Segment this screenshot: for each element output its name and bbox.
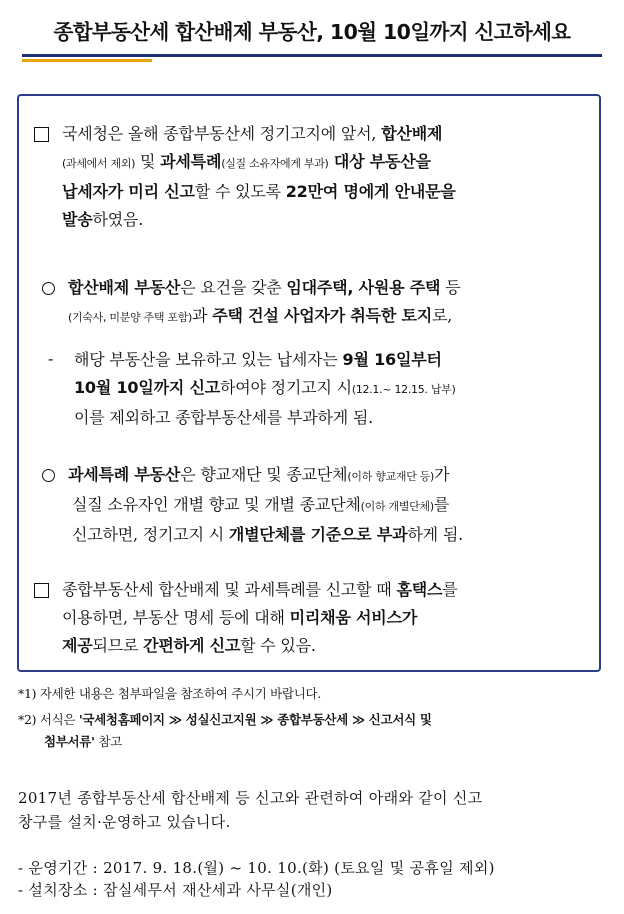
bold-text: 개별단체를 기준으로 부과 [228, 525, 408, 544]
paragraph-4 [68, 461, 463, 549]
text: 해당 부동산을 보유하고 있는 납세자는 [74, 350, 343, 369]
bold-text: 9월 16일부터 [342, 350, 442, 369]
paragraph-5 [62, 576, 457, 660]
text: 참고 [94, 734, 122, 749]
text: 되므로 [92, 636, 144, 655]
bold-text: 미리채움 서비스가 [289, 608, 418, 627]
small-text: (이하 향교재단 등) [347, 470, 435, 483]
footnote-1: *1) 자세한 내용은 첨부파일을 참조하여 주시기 바랍니다. [18, 686, 321, 701]
text: 가 [434, 465, 450, 484]
bold-text: 10월 10일까지 신고 [74, 378, 221, 397]
text: 종합부동산세 합산배제 및 과세특례를 신고할 때 [62, 580, 397, 599]
square-bullet-icon [34, 583, 49, 598]
text: 및 [135, 152, 161, 171]
square-bullet-icon [34, 127, 49, 142]
title-accent-line [22, 59, 152, 62]
bold-text: 과세특례 부동산 [68, 465, 181, 484]
text: 국세청은 올해 종합부동산세 정기고지에 앞서, [62, 124, 382, 143]
bold-text: 납세자가 미리 신고 [62, 182, 195, 201]
text: 하여야 정기고지 시 [220, 378, 352, 397]
footnote-2-cont [44, 731, 122, 753]
small-text: (실질 소유자에게 부과) [221, 157, 329, 170]
bold-text: 임대주택, 사원용 주택 [286, 278, 441, 297]
text: 이를 제외하고 종합부동산세를 부과하게 됨. [74, 408, 374, 427]
paragraph-3 [74, 346, 455, 432]
text: 하게 됨. [407, 525, 463, 544]
page-title: 종합부동산세 합산배제 부동산, 10월 10일까지 신고하세요 [53, 20, 571, 44]
bold-text: '국세청홈페이지 ≫ 성실신고지원 ≫ 종합부동산세 ≫ 신고서식 및 [78, 712, 432, 727]
circle-bullet-icon [42, 469, 55, 482]
paragraph-1 [62, 120, 456, 234]
bold-text: 간편하게 신고 [143, 636, 241, 655]
bold-text: 22만여 명에게 안내문을 [285, 182, 456, 201]
text: 은 요건을 갖춘 [180, 278, 287, 297]
text: 실질 소유자인 개별 향교 및 개별 종교단체 [72, 495, 361, 514]
bold-text: 발송 [62, 210, 93, 229]
title-underline [22, 54, 602, 57]
small-text: (이하 개별단체) [360, 500, 434, 513]
bold-text: 제공 [62, 636, 93, 655]
footnote-2 [18, 709, 432, 731]
circle-bullet-icon [42, 282, 55, 295]
text: 하였음. [92, 210, 144, 229]
text: 은 향교재단 및 종교단체 [180, 465, 348, 484]
operating-period: - 운영기간 : 2017. 9. 18.(월) ~ 10. 10.(화) (토요일 및 공휴일 제외) [18, 859, 495, 877]
bold-text: 첨부서류' [44, 734, 95, 749]
text: 를 [442, 580, 458, 599]
small-text: (기숙사, 미분양 주택 포함) [68, 311, 193, 324]
title-block [22, 18, 602, 66]
small-text: (과세에서 제외) [62, 157, 136, 170]
bold-text: 주택 건설 사업자가 취득한 토지 [212, 306, 432, 325]
text: 과 [192, 306, 213, 325]
small-text: (12.1.~ 12.15. 납부) [351, 383, 456, 396]
text: 할 수 있음. [240, 636, 316, 655]
text: 이용하면, 부동산 명세 등에 대해 [62, 608, 290, 627]
installation-location: - 설치장소 : 잠실세무서 재산세과 사무실(개인) [18, 881, 333, 899]
paragraph-2 [68, 274, 460, 332]
bold-text: 과세특례 [160, 152, 222, 171]
body-line-1: 2017년 종합부동산세 합산배제 등 신고와 관련하여 아래와 같이 신고 [18, 789, 483, 807]
text: 를 [433, 495, 450, 514]
bold-text: 합산배제 [381, 124, 443, 143]
body-line-2: 창구를 설치·운영하고 있습니다. [18, 813, 231, 831]
bold-text: 합산배제 부동산 [68, 278, 181, 297]
text: 신고하면, 정기고지 시 [72, 525, 229, 544]
text: *2) 서식은 [18, 712, 79, 727]
dash-bullet: - [48, 349, 54, 368]
text: 로, [432, 306, 453, 325]
text: 할 수 있도록 [194, 182, 286, 201]
text: 등 [440, 278, 461, 297]
bold-text: 대상 부동산을 [328, 152, 431, 171]
bold-text: 홈택스 [396, 580, 443, 599]
